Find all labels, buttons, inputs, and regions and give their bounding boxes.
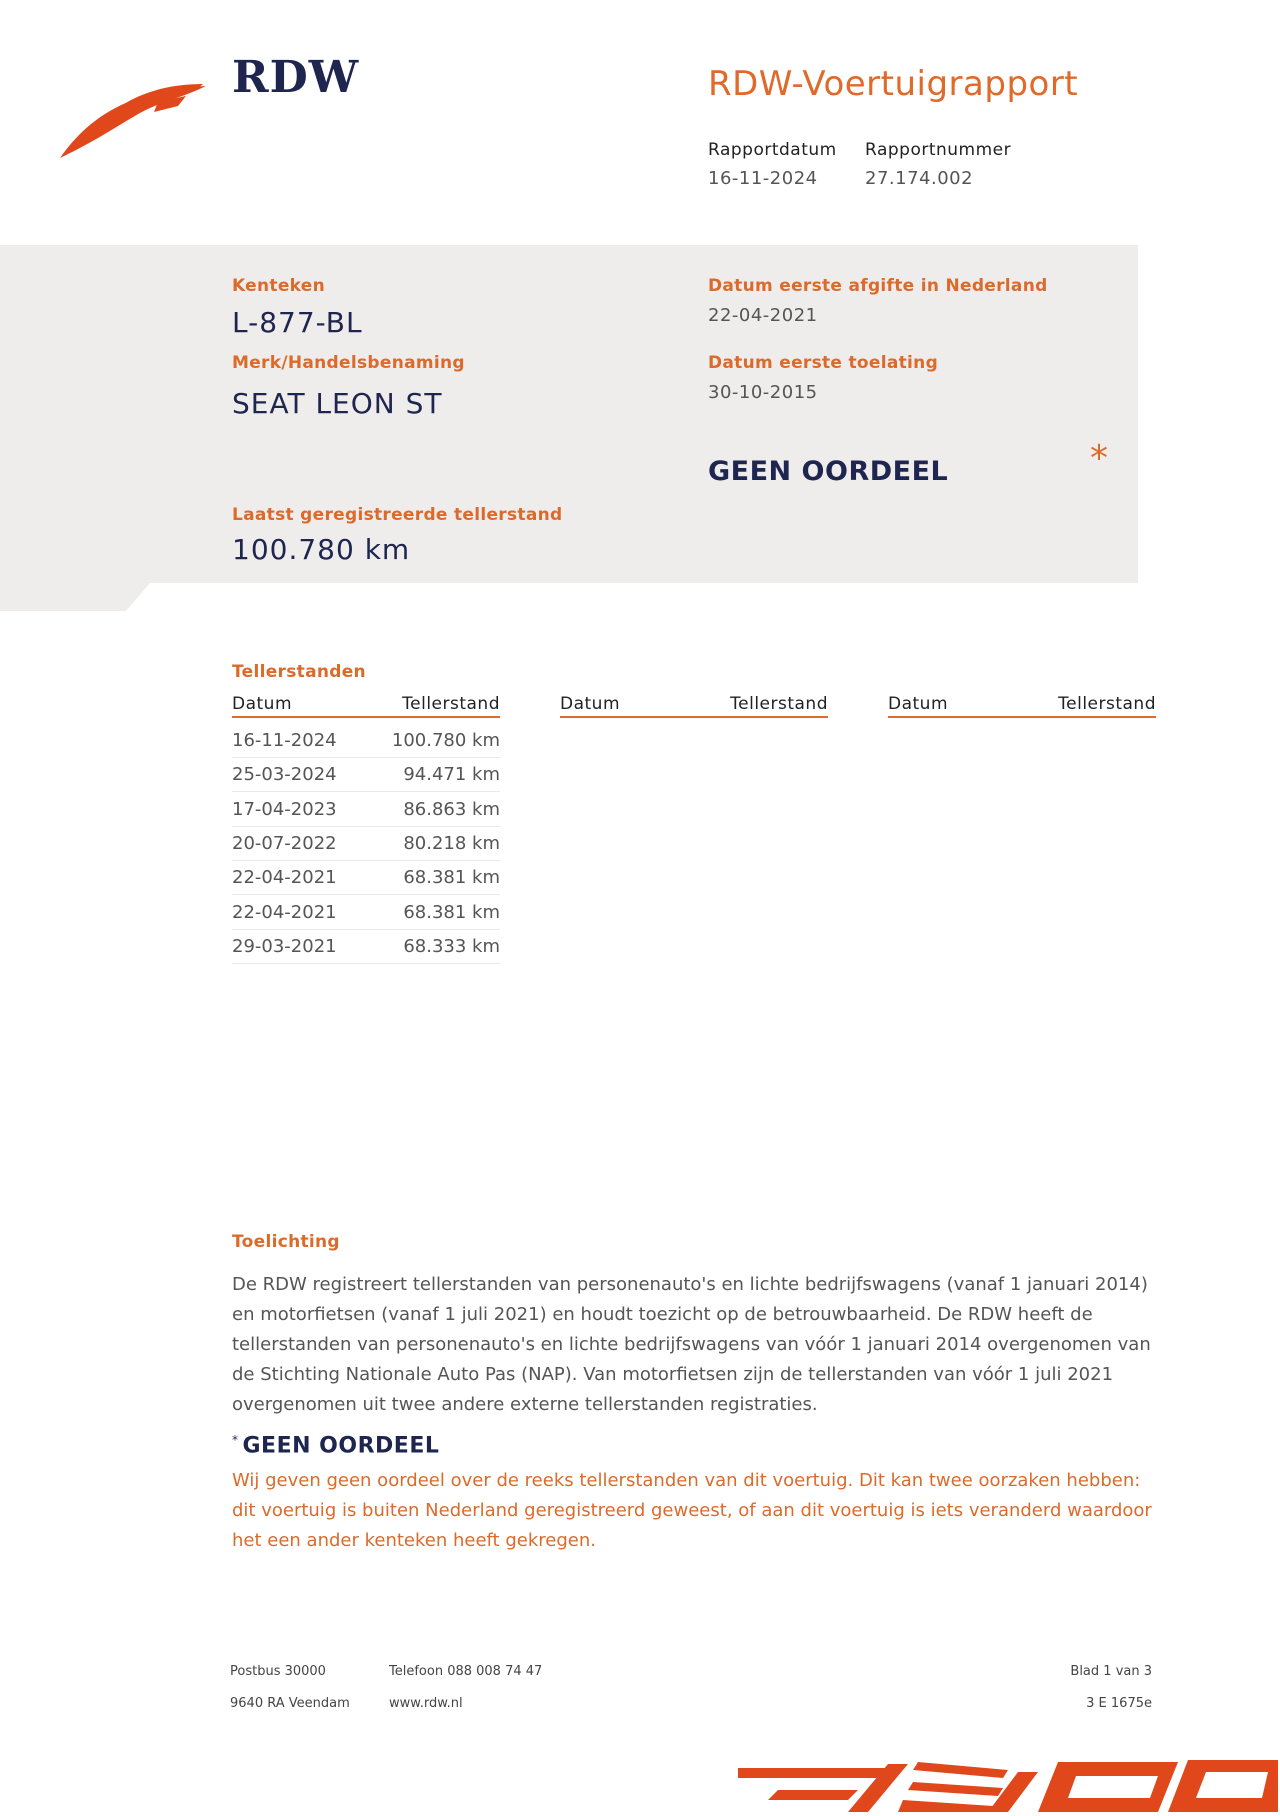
note-asterisk: * — [232, 1433, 239, 1447]
rdw-wing-logo-icon — [58, 78, 208, 164]
last-odometer-label: Laatst geregistreerde tellerstand — [232, 505, 563, 525]
verdict-asterisk: * — [1090, 438, 1108, 479]
footer-city: 9640 RA Veendam — [230, 1696, 350, 1711]
footer-code: 3 E 1675e — [1086, 1696, 1152, 1711]
row-odometer: 86.863 km — [403, 799, 500, 820]
odometer-column-header-1 — [232, 694, 500, 718]
row-odometer: 100.780 km — [391, 730, 500, 751]
column-header-date: Datum — [888, 694, 949, 714]
table-row — [232, 896, 500, 930]
plate-label: Kenteken — [232, 276, 326, 296]
row-date: 16-11-2024 — [232, 730, 337, 751]
panel-tab-decoration — [0, 583, 150, 611]
note-title: GEEN OORDEEL — [242, 1433, 440, 1459]
make-label: Merk/Handelsbenaming — [232, 353, 465, 373]
verdict-note-text: Wij geven geen oordeel over de reeks tellerstanden van dit voertuig. Dit kan twee oorzaken hebben: dit voertuig is buiten Nederland geregistreerd geweest, of aan dit voertuig is iets veranderd waardoor het een ander kenteken heeft gekregen. — [232, 1470, 1152, 1551]
report-date-label: Rapportdatum — [708, 140, 837, 160]
odometer-column-header-3 — [888, 694, 1156, 718]
row-odometer: 94.471 km — [403, 764, 500, 785]
row-odometer: 68.381 km — [403, 902, 500, 923]
verdict-note-heading — [232, 1433, 439, 1458]
make-value: SEAT LEON ST — [232, 387, 443, 420]
table-row — [232, 793, 500, 827]
column-header-odometer: Tellerstand — [1058, 694, 1156, 714]
row-date: 22-04-2021 — [232, 867, 337, 888]
row-odometer: 80.218 km — [403, 833, 500, 854]
table-row — [232, 930, 500, 964]
odometer-section-title: Tellerstanden — [232, 662, 366, 682]
report-date: 16-11-2024 — [708, 168, 818, 189]
odometer-column-header-2 — [560, 694, 828, 718]
report-number-label: Rapportnummer — [865, 140, 1012, 160]
first-nl-label: Datum eerste afgifte in Nederland — [708, 276, 1048, 296]
row-date: 20-07-2022 — [232, 833, 337, 854]
row-date: 17-04-2023 — [232, 799, 337, 820]
table-row — [232, 827, 500, 861]
table-row — [232, 861, 500, 895]
footer-postbus: Postbus 30000 — [230, 1664, 326, 1679]
last-odometer-value: 100.780 km — [232, 533, 411, 566]
column-header-date: Datum — [560, 694, 621, 714]
column-header-odometer: Tellerstand — [402, 694, 500, 714]
column-header-date: Datum — [232, 694, 293, 714]
row-date: 22-04-2021 — [232, 902, 337, 923]
plate-value: L-877-BL — [232, 306, 363, 339]
first-nl-value: 22-04-2021 — [708, 305, 818, 326]
explanation-title: Toelichting — [232, 1232, 340, 1252]
rdw-logo-text: RDW — [232, 52, 360, 103]
first-admission-value: 30-10-2015 — [708, 382, 818, 403]
row-odometer: 68.333 km — [403, 936, 500, 957]
column-header-odometer: Tellerstand — [730, 694, 828, 714]
first-admission-label: Datum eerste toelating — [708, 353, 939, 373]
footer-website-link[interactable]: www.rdw.nl — [389, 1696, 463, 1711]
rdw-stripes-decoration-icon — [738, 1760, 1278, 1816]
report-title: RDW-Voertuigrapport — [708, 64, 1079, 104]
row-odometer: 68.381 km — [403, 867, 500, 888]
footer-page-number: Blad 1 van 3 — [1070, 1664, 1152, 1679]
row-date: 29-03-2021 — [232, 936, 337, 957]
row-date: 25-03-2024 — [232, 764, 337, 785]
footer-phone: Telefoon 088 008 74 47 — [389, 1664, 543, 1679]
table-row — [232, 758, 500, 792]
explanation-text: De RDW registreert tellerstanden van personenauto's en lichte bedrijfswagens (vanaf 1 januari 2014) en motorfietsen (vanaf 1 juli 2021) en houdt toezicht op de betrouwbaarheid. De RDW heeft de tellerstanden van personenauto's en lichte bedrijfswagens van vóór 1 januari 2014 overgenomen van de Stichting Nationale Auto Pas (NAP). Van motorfietsen zijn de tellerstanden van vóór 1 juli 2021 overgenomen uit twee andere externe tellerstanden registraties. — [232, 1274, 1151, 1415]
table-row — [232, 724, 500, 758]
verdict-text: GEEN OORDEEL — [708, 456, 949, 487]
report-number: 27.174.002 — [865, 168, 974, 189]
